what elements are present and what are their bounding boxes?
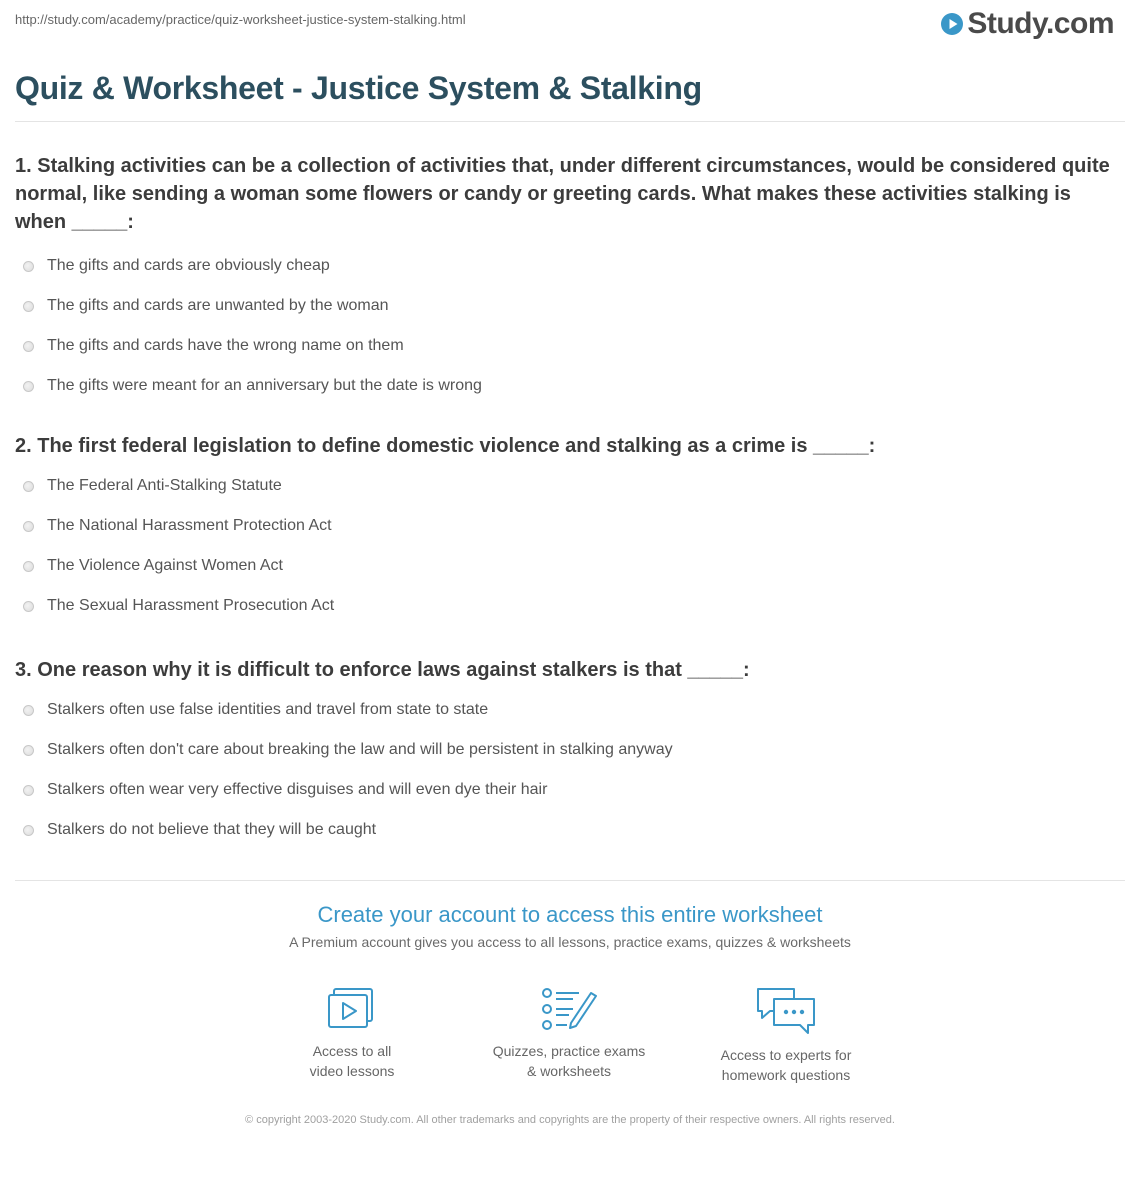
option-label: The gifts and cards have the wrong name on them xyxy=(47,337,404,354)
study-logo[interactable] xyxy=(940,6,1114,42)
feature-list xyxy=(0,985,1140,1095)
promo-subtitle: A Premium account gives you access to all lessons, practice exams, quizzes & worksheets xyxy=(289,934,851,950)
answer-options xyxy=(15,690,1115,850)
answer-option[interactable] xyxy=(15,466,1115,506)
question-1 xyxy=(15,152,1115,406)
option-label: The gifts and cards are obviously cheap xyxy=(47,257,330,274)
radio-button-icon[interactable] xyxy=(23,705,34,716)
question-text: 2. The first federal legislation to define domestic violence and stalking as a crime is _____: xyxy=(15,435,876,457)
answer-option[interactable] xyxy=(15,366,1115,406)
page-title: Quiz & Worksheet - Justice System & Stalking xyxy=(15,70,702,106)
answer-option[interactable] xyxy=(15,730,1115,770)
radio-button-icon[interactable] xyxy=(23,481,34,492)
logo-text: Study.com xyxy=(967,7,1114,40)
option-label: The gifts were meant for an anniversary but the date is wrong xyxy=(47,377,482,394)
chat-bubbles-icon xyxy=(754,985,818,1037)
radio-button-icon[interactable] xyxy=(23,825,34,836)
radio-button-icon[interactable] xyxy=(23,381,34,392)
question-2 xyxy=(15,432,1115,626)
option-label: Stalkers do not believe that they will be caught xyxy=(47,821,377,838)
copyright-footer: © copyright 2003-2020 Study.com. All other trademarks and copyrights are the property of their respective owners. All rights reserved. xyxy=(245,1114,895,1126)
answer-options xyxy=(15,246,1115,406)
play-icon xyxy=(940,12,964,36)
divider xyxy=(15,880,1125,881)
answer-option[interactable] xyxy=(15,246,1115,286)
answer-option[interactable] xyxy=(15,770,1115,810)
option-label: The Sexual Harassment Prosecution Act xyxy=(47,597,335,614)
question-text: 1. Stalking activities can be a collection of activities that, under different circumstances, would be considered quite normal, like sending a woman some flowers or candy or greeting cards. What makes these activities stalking is when _____: xyxy=(15,155,1110,233)
divider xyxy=(15,121,1125,122)
radio-button-icon[interactable] xyxy=(23,521,34,532)
option-label: Stalkers often don't care about breaking the law and will be persistent in stalking anyway xyxy=(47,741,673,758)
answer-option[interactable] xyxy=(15,286,1115,326)
video-lesson-icon xyxy=(324,985,380,1033)
answer-option[interactable] xyxy=(15,586,1115,626)
page-url: http://study.com/academy/practice/quiz-worksheet-justice-system-stalking.html xyxy=(15,12,466,27)
answer-option[interactable] xyxy=(15,690,1115,730)
answer-option[interactable] xyxy=(15,810,1115,850)
radio-button-icon[interactable] xyxy=(23,561,34,572)
option-label: The gifts and cards are unwanted by the woman xyxy=(47,297,389,314)
radio-button-icon[interactable] xyxy=(23,785,34,796)
create-account-link[interactable]: Create your account to access this entire worksheet xyxy=(317,902,823,927)
radio-button-icon[interactable] xyxy=(23,745,34,756)
option-label: The National Harassment Protection Act xyxy=(47,517,332,534)
feature-video-lessons xyxy=(252,985,452,1081)
feature-label: Access to all video lessons xyxy=(309,1043,395,1079)
quiz-checklist-icon xyxy=(539,985,599,1033)
option-label: The Violence Against Women Act xyxy=(47,557,283,574)
answer-option[interactable] xyxy=(15,546,1115,586)
radio-button-icon[interactable] xyxy=(23,301,34,312)
option-label: Stalkers often use false identities and travel from state to state xyxy=(47,701,489,718)
radio-button-icon[interactable] xyxy=(23,261,34,272)
signup-promo xyxy=(0,900,1140,950)
option-label: Stalkers often wear very effective disguises and will even dye their hair xyxy=(47,781,548,798)
question-text: 3. One reason why it is difficult to enforce laws against stalkers is that _____: xyxy=(15,659,750,681)
answer-options xyxy=(15,466,1115,626)
radio-button-icon[interactable] xyxy=(23,601,34,612)
feature-quizzes xyxy=(469,985,669,1081)
question-3 xyxy=(15,656,1115,850)
radio-button-icon[interactable] xyxy=(23,341,34,352)
feature-label: Access to experts for homework questions xyxy=(720,1047,852,1083)
answer-option[interactable] xyxy=(15,506,1115,546)
option-label: The Federal Anti-Stalking Statute xyxy=(47,477,282,494)
feature-label: Quizzes, practice exams & worksheets xyxy=(492,1043,646,1079)
answer-option[interactable] xyxy=(15,326,1115,366)
feature-experts xyxy=(686,985,886,1085)
